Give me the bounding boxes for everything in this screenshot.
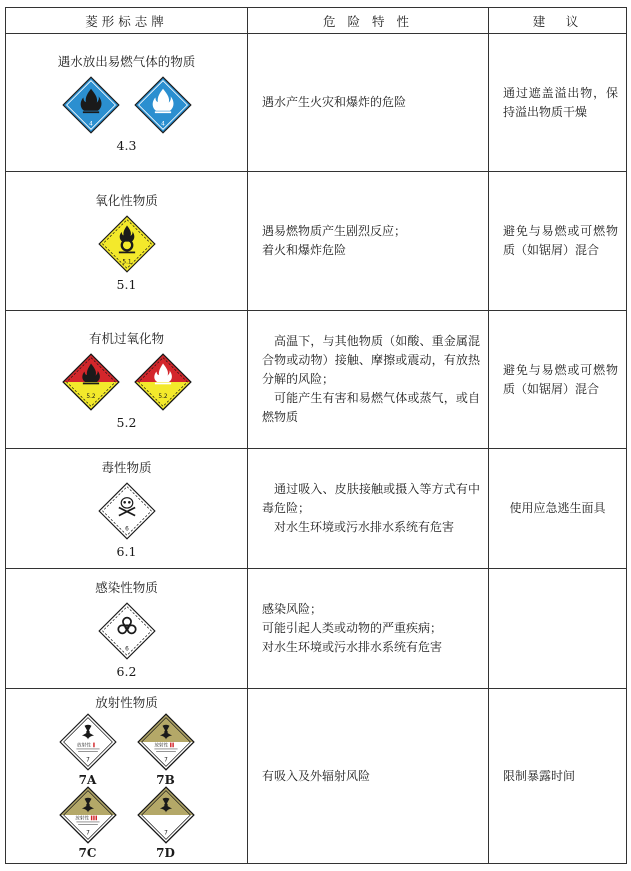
class-7b-sign [137, 713, 195, 786]
table-row [6, 449, 627, 569]
hazard-text: 对水生环境或污水排水系统有危害 [262, 640, 443, 654]
sign-cell [6, 172, 248, 311]
table-row [6, 34, 627, 172]
hazard-cell [248, 311, 489, 449]
svg-text:6: 6 [124, 646, 129, 653]
header-advice: 建 议 [489, 8, 627, 34]
advice-text: 通过遮盖溢出物，保持溢出物质干燥 [503, 85, 618, 119]
hazard-text: 可能引起人类或动物的严重疾病； [262, 621, 443, 635]
advice-text: 使用应急逃生面具 [509, 501, 606, 515]
svg-text:7: 7 [163, 830, 168, 837]
sign-title: 有机过氧化物 [88, 331, 164, 346]
class-7b-radioactive-diamond-icon [137, 713, 195, 771]
class-7c-sign [59, 786, 117, 859]
svg-text:5.2: 5.2 [85, 394, 96, 401]
class-4-3-flame-diamond-icon [62, 76, 120, 134]
sign-class-code: 6.1 [116, 544, 137, 559]
advice-cell [489, 311, 627, 449]
sign-cell [6, 311, 248, 449]
svg-text:6: 6 [124, 526, 129, 533]
hazard-cell [248, 34, 489, 172]
table-row [6, 689, 627, 864]
table-row [6, 311, 627, 449]
advice-text: 限制暴露时间 [503, 768, 576, 783]
table-header-row [6, 8, 627, 34]
class-5-1-oxidizer-diamond-icon [98, 215, 156, 273]
sign-title: 感染性物质 [95, 580, 158, 595]
svg-text:5.2: 5.2 [157, 394, 168, 401]
hazard-text: 遇易燃物质产生剧烈反应； [262, 224, 407, 238]
svg-text:4: 4 [88, 121, 93, 128]
svg-text:放射性: 放射性 [74, 816, 89, 822]
header-hazard: 危 险 特 性 [248, 8, 489, 34]
hazard-cell [248, 689, 489, 864]
hazard-text: 高温下，与其他物质（如酸、重金属混合物或动物）接触、摩擦或震动，有放热分解的风险； [262, 334, 480, 386]
svg-text:4: 4 [160, 121, 165, 128]
sign-cell [6, 569, 248, 689]
class-7c-radioactive-diamond-icon [59, 786, 117, 844]
advice-cell [489, 449, 627, 569]
sign-class-code: 7B [156, 773, 175, 787]
class-7d-radioactive-diamond-icon [137, 786, 195, 844]
sign-cell [6, 449, 248, 569]
hazard-text: 可能产生有害和易燃气体或蒸气，或自燃物质 [262, 391, 480, 424]
advice-text: 避免与易燃或可燃物质（如锯屑）混合 [503, 362, 618, 396]
sign-class-code: 7D [156, 846, 175, 860]
svg-text:放射性: 放射性 [76, 743, 91, 749]
class-7a-radioactive-diamond-icon [59, 713, 117, 771]
hazard-text: 有吸入及外辐射风险 [262, 768, 371, 783]
class-6-1-skull-crossbones-diamond-icon [98, 482, 156, 540]
sign-class-code: 6.2 [116, 664, 137, 679]
sign-title: 遇水放出易燃气体的物质 [57, 54, 196, 69]
hazard-sign-table [5, 7, 627, 864]
advice-cell [489, 172, 627, 311]
header-sign: 菱形标志牌 [6, 8, 248, 34]
sign-class-code: 5.2 [116, 415, 137, 430]
hazard-cell [248, 569, 489, 689]
table-row [6, 172, 627, 311]
hazard-text: 着火和爆炸危险 [262, 243, 347, 257]
svg-text:放射性: 放射性 [153, 743, 168, 749]
sign-title: 毒性物质 [101, 460, 152, 475]
advice-cell [489, 569, 627, 689]
class-7d-sign [137, 786, 195, 859]
svg-text:5.1: 5.1 [121, 259, 132, 266]
sign-cell [6, 34, 248, 172]
advice-cell [489, 34, 627, 172]
advice-text: 避免与易燃或可燃物质（如锯屑）混合 [503, 224, 618, 257]
sign-title: 氧化性物质 [95, 192, 158, 208]
sign-class-code: 7C [78, 846, 97, 860]
class-5-2-white-flame-diamond-icon [134, 353, 192, 411]
class-4-3-white-flame-diamond-icon [134, 76, 192, 134]
sign-class-code: 5.1 [116, 276, 137, 292]
hazard-text: 对水生环境或污水排水系统有危害 [274, 520, 455, 534]
svg-text:7: 7 [85, 757, 90, 764]
class-5-2-organic-peroxide-diamond-icon [62, 353, 120, 411]
svg-text:7: 7 [85, 830, 90, 837]
table-row [6, 569, 627, 689]
class-6-2-biohazard-diamond-icon [98, 602, 156, 660]
advice-cell [489, 689, 627, 864]
hazard-cell [248, 449, 489, 569]
hazard-cell [248, 172, 489, 311]
hazard-text: 感染风险； [262, 602, 323, 616]
sign-class-code: 4.3 [116, 138, 137, 153]
svg-text:7: 7 [163, 757, 168, 764]
sign-class-code: 7A [78, 773, 97, 787]
sign-cell [6, 689, 248, 864]
hazard-text: 通过吸入、皮肤接触或摄入等方式有中毒危险； [262, 482, 480, 515]
sign-title: 放射性物质 [95, 695, 158, 710]
class-7a-sign [59, 713, 117, 786]
hazard-text: 遇水产生火灾和爆炸的危险 [262, 95, 407, 109]
